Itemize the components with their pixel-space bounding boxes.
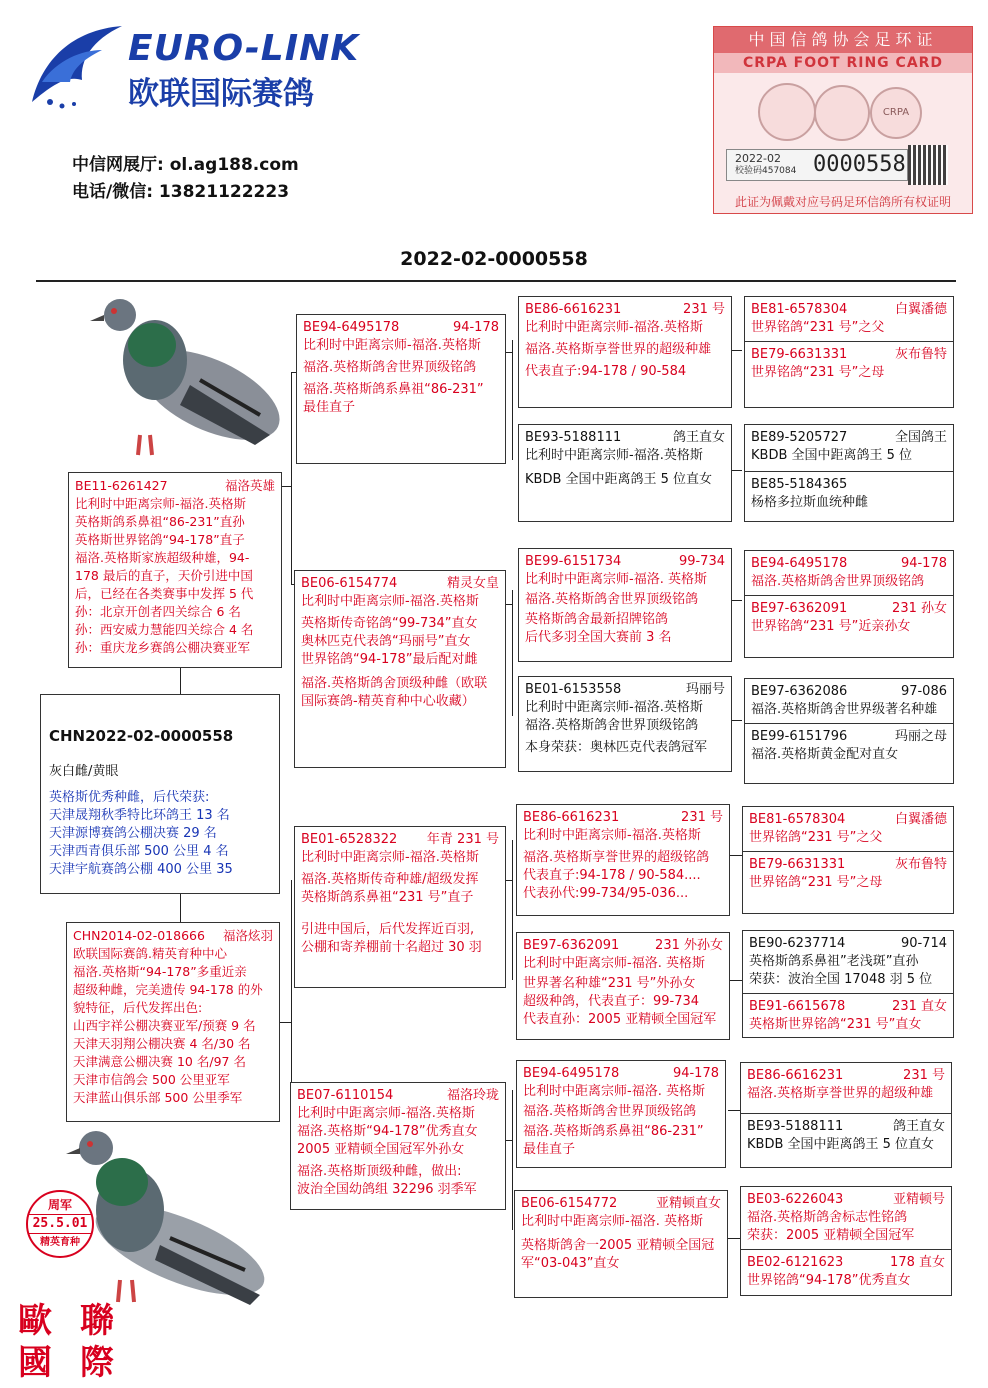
dam-line: 超级种雌，完美遗传 94-178 的外 xyxy=(73,982,263,997)
dam-line: 天津天羽翔公棚决赛 4 名/30 名 xyxy=(73,1036,251,1051)
pedigree-ring: BE91-6615678 xyxy=(749,999,846,1014)
pedigree-line: 代表孙代:99-734/95-036... xyxy=(523,886,689,901)
ring-number-box xyxy=(726,149,908,181)
pedigree-line: 福洛.英格斯鸽舍世界顶级铭鸽 xyxy=(523,1104,697,1119)
subject-ring: CHN2022-02-0000558 xyxy=(49,727,234,745)
ancestor-pair-box xyxy=(742,806,954,914)
pedigree-line: 福洛.英格斯鸽舍世界顶级铭鸽 xyxy=(751,574,925,589)
pedigree-line: 福洛.英格斯享誉世界的超级铭鸽 xyxy=(523,850,710,865)
grandparent-ring: BE94-6495178 xyxy=(303,320,400,335)
pedigree-line: 世界铭鸽“231 号”近亲孙女 xyxy=(751,619,911,634)
pedigree-line: 比利时中距离宗师-福洛.英格斯 xyxy=(303,338,481,353)
great-grandparent-box xyxy=(516,804,730,916)
pedigree-line: 国际赛鸽-精英育种中心收藏） xyxy=(301,694,475,709)
pedigree-line: 代表直孙：2005 亚精顿全国冠军 xyxy=(523,1012,717,1027)
ancestor-pair-box xyxy=(744,678,954,784)
pedigree-tag: 白翼潘德 xyxy=(894,302,947,317)
pedigree-line: 代表直子:94-178 / 90-584.... xyxy=(523,868,701,883)
pedigree-line: 2005 亚精顿全国冠军外孙女 xyxy=(297,1142,465,1157)
pedigree-line: 本身荣获：奥林匹克代表鸽冠军 xyxy=(525,740,708,755)
pedigree-tag: 231 号 xyxy=(683,302,725,317)
pedigree-ring: BE93-5188111 xyxy=(525,430,622,445)
sire-line: 英格斯鸽系鼻祖“86-231”直孙 xyxy=(75,514,245,529)
sire-line: 后，已经在各类赛事中发挥 5 代 xyxy=(75,586,254,601)
pedigree-tag: 231 号 xyxy=(903,1068,945,1083)
connector-line xyxy=(281,486,291,487)
pair-divider xyxy=(743,851,953,852)
pedigree-line: 福洛.英格斯黄金配对直女 xyxy=(751,747,899,762)
great-grandparent-box xyxy=(518,424,732,522)
ancestor-pair-box xyxy=(744,424,954,522)
dam-line: 天津蓝山俱乐部 500 公里季军 xyxy=(73,1090,243,1105)
pedigree-line: 比利时中距离宗师-福洛.英格斯 xyxy=(523,828,701,843)
sire-line: 比利时中距离宗师-福洛.英格斯 xyxy=(75,496,246,511)
pedigree-line: 福洛.英格斯鸽系鼻祖“86-231” xyxy=(303,382,484,397)
grandparent-tag: 精灵女皇 xyxy=(446,576,499,591)
pedigree-ring: BE02-6121623 xyxy=(747,1255,844,1270)
pedigree-line: 杨格多拉斯血统种雌 xyxy=(751,495,869,510)
pedigree-line: 福洛.英格斯鸽舍世界顶级铭鸽 xyxy=(303,360,477,375)
stamp-org: 精英育种 xyxy=(40,1237,80,1248)
pedigree-line: 福洛.英格斯鸽舍世界顶级铭鸽 xyxy=(525,592,699,607)
date-stamp xyxy=(26,1190,94,1258)
sire-line: 孙：西安威力慧能四关综合 4 名 xyxy=(75,622,254,637)
pedigree-line: 荣获：2005 亚精顿全国冠军 xyxy=(747,1228,915,1243)
connector-line xyxy=(291,372,292,584)
eurolink-logo-icon xyxy=(22,20,132,112)
pedigree-line: 福洛.英格斯鸽舍标志性铭鸽 xyxy=(747,1210,908,1225)
pedigree-tag: 231 孙女 xyxy=(892,601,947,616)
pedigree-tag: 178 直女 xyxy=(890,1255,945,1270)
subject-line: 天津晟翔秋季特比环鸽王 13 名 xyxy=(49,808,230,823)
pedigree-line: 世界著名种雄“231 号”外孙女 xyxy=(523,976,696,991)
pedigree-line: 世界铭鸽“231 号”之父 xyxy=(749,830,883,845)
pair-divider xyxy=(741,1249,951,1250)
pedigree-ring: BE86-6616231 xyxy=(523,810,620,825)
pedigree-ring: BE97-6362086 xyxy=(751,684,848,699)
company-seal xyxy=(4,1300,128,1384)
pedigree-tag: 97-086 xyxy=(900,684,947,699)
globe-emblem-icon xyxy=(814,85,870,141)
connector-line xyxy=(180,668,181,694)
seal-char: 聯 xyxy=(80,1301,114,1341)
pedigree-line: 世界铭鸽“231 号”之父 xyxy=(751,320,885,335)
pedigree-ring: BE94-6495178 xyxy=(523,1066,620,1081)
pedigree-tag: 231 外孙女 xyxy=(655,938,723,953)
pedigree-tag: 鸽王直女 xyxy=(892,1119,945,1134)
pedigree-line: 比利时中距离宗师-福洛. 英格斯 xyxy=(523,1084,705,1099)
pedigree-line: 军“03-043”直女 xyxy=(521,1256,620,1271)
sire-tag: 福洛英雄 xyxy=(224,478,275,493)
pedigree-tag: 灰布鲁特 xyxy=(894,347,947,362)
pair-divider xyxy=(745,341,953,342)
pedigree-ring: BE86-6616231 xyxy=(747,1068,844,1083)
logo-english: EURO-LINK xyxy=(128,28,360,69)
pedigree-tag: 231 直女 xyxy=(892,999,947,1014)
pedigree-line: 比利时中距离宗师-福洛. 英格斯 xyxy=(525,572,707,587)
dam-line: 天津满意公棚决赛 10 名/97 名 xyxy=(73,1054,246,1069)
sire-line: 孙：重庆龙乡赛鸽公棚决赛亚军 xyxy=(75,640,251,655)
pedigree-line: 世界铭鸽“94-178”最后配对雌 xyxy=(301,652,478,667)
pedigree-line: 引进中国后，后代发挥近百羽, xyxy=(301,922,475,937)
pedigree-line: 波治全国幼鸽组 32296 羽季军 xyxy=(297,1182,477,1197)
pedigree-ring: BE79-6631331 xyxy=(749,857,846,872)
connector-line xyxy=(512,340,513,460)
pedigree-line: 英格斯鸽舍最新招牌铭鸽 xyxy=(525,612,669,627)
connector-line xyxy=(180,894,181,922)
pedigree-ring: BE03-6226043 xyxy=(747,1192,844,1207)
pedigree-ring: BE85-5184365 xyxy=(751,477,848,492)
pedigree-line: KBDB 全国中距离鸽王 5 位直女 xyxy=(747,1137,935,1152)
grandparent-ring: BE07-6110154 xyxy=(297,1088,394,1103)
pair-divider xyxy=(745,471,953,472)
pedigree-line: 英格斯世界铭鸽“231 号”直女 xyxy=(749,1017,922,1032)
great-grandparent-box xyxy=(518,548,732,662)
pedigree-line: 福洛.英格斯传奇种雄/超级发挥 xyxy=(301,872,479,887)
pedigree-line: 荣获：波治全国 17048 羽 5 位 xyxy=(749,972,933,987)
great-grandparent-box xyxy=(514,1190,728,1298)
connector-line xyxy=(512,840,513,980)
pedigree-line: 比利时中距离宗师-福洛.英格斯 xyxy=(301,594,479,609)
pair-divider xyxy=(743,993,953,994)
grandparent-box xyxy=(294,570,506,768)
pedigree-line: KBDB 全国中距离鸽王 5 位 xyxy=(751,448,913,463)
pedigree-tag: 94-178 xyxy=(900,556,947,571)
dam-box xyxy=(66,922,280,1122)
pedigree-ring: BE97-6362091 xyxy=(523,938,620,953)
pedigree-tag: 亚精顿直女 xyxy=(655,1196,721,1211)
dam-line: 天津市信鸽会 500 公里亚军 xyxy=(73,1072,230,1087)
qr-code-icon xyxy=(908,145,948,185)
ancestor-pair-box xyxy=(744,550,954,658)
pedigree-ring: BE86-6616231 xyxy=(525,302,622,317)
pedigree-line: 福洛.英格斯享誉世界的超级种雄 xyxy=(525,342,712,357)
sire-line: 福洛.英格斯家族超级种雄，94- xyxy=(75,550,250,565)
ancestor-pair-box xyxy=(742,930,954,1038)
pedigree-line: 最佳直子 xyxy=(303,400,356,415)
sire-box xyxy=(68,472,282,668)
pedigree-line: 福洛.英格斯鸽舍世界级著名种雄 xyxy=(751,702,938,717)
pedigree-line: 比利时中距离宗师-福洛.英格斯 xyxy=(525,320,703,335)
dam-line: 福洛.英格斯“94-178”多重近亲 xyxy=(73,964,247,979)
ring-card-footer: 此证为佩戴对应号码足环信鸽所有权证明 xyxy=(734,195,951,209)
title-divider xyxy=(36,280,956,282)
ancestor-pair-box xyxy=(740,1186,952,1296)
pedigree-line: 世界铭鸽“94-178”优秀直女 xyxy=(747,1273,911,1288)
pedigree-line: 英格斯传奇铭鸽“99-734”直女 xyxy=(301,616,478,631)
phone-text: 电话/微信: 13821122223 xyxy=(72,182,290,202)
pedigree-tag: 鸽王直女 xyxy=(672,430,725,445)
connector-line xyxy=(728,980,742,981)
pedigree-line: 英格斯鸽舍一2005 亚精顿全国冠 xyxy=(521,1238,715,1253)
great-grandparent-box xyxy=(516,1060,726,1168)
sire-line: 英格斯世界铭鸽“94-178”直子 xyxy=(75,532,245,547)
dam-line: 欧联国际赛鸽.精英育种中心 xyxy=(73,946,227,961)
great-grandparent-box xyxy=(518,676,732,772)
pedigree-ring: BE81-6578304 xyxy=(749,812,846,827)
pedigree-ring: BE06-6154772 xyxy=(521,1196,618,1211)
stamp-name: 周军 xyxy=(47,1198,72,1212)
seal-char: 歐 xyxy=(18,1301,52,1341)
page-title: 2022-02-0000558 xyxy=(400,248,588,270)
seal-char: 國 xyxy=(18,1343,52,1383)
ring-number: 0000558 xyxy=(813,152,906,177)
pedigree-ring: BE90-6237714 xyxy=(749,936,846,951)
pedigree-tag: 灰布鲁特 xyxy=(894,857,947,872)
pedigree-ring: BE79-6631331 xyxy=(751,347,848,362)
pedigree-line: 福洛.英格斯鸽系鼻祖“86-231” xyxy=(523,1124,704,1139)
pedigree-tag: 亚精顿号 xyxy=(892,1192,945,1207)
pedigree-ring: BE81-6578304 xyxy=(751,302,848,317)
pair-divider xyxy=(745,595,953,596)
pedigree-line: 福洛.英格斯鸽舍世界顶级铭鸽 xyxy=(525,718,699,733)
ring-code-small: 2022-02 校验码457084 xyxy=(735,152,797,176)
grandparent-ring: BE01-6528322 xyxy=(301,832,398,847)
pedigree-line: 最佳直子 xyxy=(523,1142,576,1157)
grandparent-tag: 年青 231 号 xyxy=(426,832,499,847)
sire-ring: BE11-6261427 xyxy=(75,478,168,493)
pedigree-line: 福洛.英格斯顶级种雌，做出: xyxy=(297,1164,462,1179)
subject-line: 英格斯优秀种雌，后代荣获: xyxy=(49,790,210,805)
pedigree-line: 奥林匹克代表鸽“玛丽号”直女 xyxy=(301,634,471,649)
pedigree-ring: BE94-6495178 xyxy=(751,556,848,571)
pedigree-ring: BE97-6362091 xyxy=(751,601,848,616)
pedigree-ring: BE93-5188111 xyxy=(747,1119,844,1134)
pedigree-ring: BE99-6151734 xyxy=(525,554,622,569)
pedigree-line: 福洛.英格斯“94-178”优秀直女 xyxy=(297,1124,478,1139)
pedigree-tag: 玛丽之母 xyxy=(894,729,947,744)
pedigree-line: 福洛.英格斯享誉世界的超级种雄 xyxy=(747,1086,934,1101)
pedigree-tag: 全国鸽王 xyxy=(894,430,947,445)
subject-line: 天津宇航赛鸽公棚 400 公里 35 xyxy=(49,862,233,877)
pedigree-tag: 90-714 xyxy=(900,936,947,951)
pedigree-tag: 白翼潘德 xyxy=(894,812,947,827)
dam-line: 山西宇祥公棚决赛亚军/预赛 9 名 xyxy=(73,1018,256,1033)
connector-line xyxy=(512,590,513,716)
seal-char: 際 xyxy=(80,1343,114,1383)
pedigree-line: 比利时中距离宗师-福洛.英格斯 xyxy=(525,700,703,715)
pedigree-line: 比利时中距离宗师-福洛.英格斯 xyxy=(297,1106,475,1121)
connector-line xyxy=(728,855,742,856)
ring-card-title-cn: 中国信鸽协会足环证 xyxy=(714,27,972,53)
pedigree-line: 比利时中距离宗师-福洛.英格斯 xyxy=(301,850,479,865)
grandparent-box xyxy=(296,314,506,464)
ancestor-pair-box xyxy=(740,1062,952,1168)
pedigree-line: 比利时中距离宗师-福洛. 英格斯 xyxy=(521,1214,703,1229)
pair-divider xyxy=(741,1113,951,1114)
subject-line: 天津源博赛鸽公棚决赛 29 名 xyxy=(49,826,217,841)
pedigree-line: 英格斯鸽系鼻祖“231 号”直子 xyxy=(301,890,474,905)
pedigree-line: 代表直子:94-178 / 90-584 xyxy=(525,364,687,379)
pigeon-photo-top xyxy=(80,285,280,465)
ancestor-pair-box xyxy=(744,296,954,408)
pair-divider xyxy=(745,723,953,724)
pedigree-line: 比利时中距离宗师-福洛. 英格斯 xyxy=(523,956,705,971)
foot-ring-card xyxy=(713,26,973,214)
grandparent-ring: BE06-6154774 xyxy=(301,576,398,591)
pedigree-ring: BE99-6151796 xyxy=(751,729,848,744)
pedigree-ring: BE89-5205727 xyxy=(751,430,848,445)
great-grandparent-box xyxy=(516,932,730,1040)
dam-tag: 福洛炫羽 xyxy=(222,928,273,943)
pedigree-line: 后代多羽全国大赛前 3 名 xyxy=(525,630,672,645)
pedigree-tag: 231 号 xyxy=(681,810,723,825)
dam-ring: CHN2014-02-018666 xyxy=(73,928,205,943)
pedigree-line: 比利时中距离宗师-福洛.英格斯 xyxy=(525,448,703,463)
great-grandparent-box xyxy=(518,296,732,408)
connector-line xyxy=(279,1022,291,1023)
pedigree-line: 世界铭鸽“231 号”之母 xyxy=(751,365,885,380)
connector-line xyxy=(512,1090,513,1230)
connector-line xyxy=(291,880,292,1098)
pedigree-line: KBDB 全国中距离鸽王 5 位直女 xyxy=(525,472,713,487)
pedigree-ring: BE01-6153558 xyxy=(525,682,622,697)
pedigree-line: 英格斯鸽系鼻祖”老浅斑”直孙 xyxy=(749,954,919,969)
pedigree-line: 公棚和寄养棚前十名超过 30 羽 xyxy=(301,940,482,955)
pedigree-line: 福洛.英格斯鸽舍顶级种雌（欧联 xyxy=(301,676,488,691)
pedigree-tag: 99-734 xyxy=(678,554,725,569)
website-text: 中信网展厅: ol.ag188.com xyxy=(72,155,299,175)
grandparent-box xyxy=(294,826,506,988)
grandparent-tag: 福洛玲珑 xyxy=(446,1088,499,1103)
subject-pigeon-box xyxy=(40,694,280,894)
sire-line: 178 最后的直子，天价引进中国 xyxy=(75,568,253,583)
grandparent-tag: 94-178 xyxy=(452,320,499,335)
logo-chinese: 欧联国际赛鸽 xyxy=(128,76,314,112)
stamp-date: 25.5.01 xyxy=(28,1214,92,1234)
pedigree-line: 超级种鸽，代表直子：99-734 xyxy=(523,994,700,1009)
grandparent-box xyxy=(290,1082,506,1210)
sire-line: 孙：北京开创者四关综合 6 名 xyxy=(75,604,241,619)
pedigree-tag: 94-178 xyxy=(672,1066,719,1081)
dam-line: 貌特征，后代发挥出色: xyxy=(73,1000,203,1015)
subject-color: 灰白雌/黄眼 xyxy=(49,764,119,779)
ring-card-title-en: CRPA FOOT RING CARD xyxy=(714,53,972,73)
pedigree-line: 世界铭鸽“231 号”之母 xyxy=(749,875,883,890)
pedigree-tag: 玛丽号 xyxy=(685,682,725,697)
crpa-emblem: CRPA xyxy=(870,87,922,139)
subject-line: 天津西青俱乐部 500 公里 4 名 xyxy=(49,844,229,859)
pigeon-emblem-icon xyxy=(758,83,816,141)
